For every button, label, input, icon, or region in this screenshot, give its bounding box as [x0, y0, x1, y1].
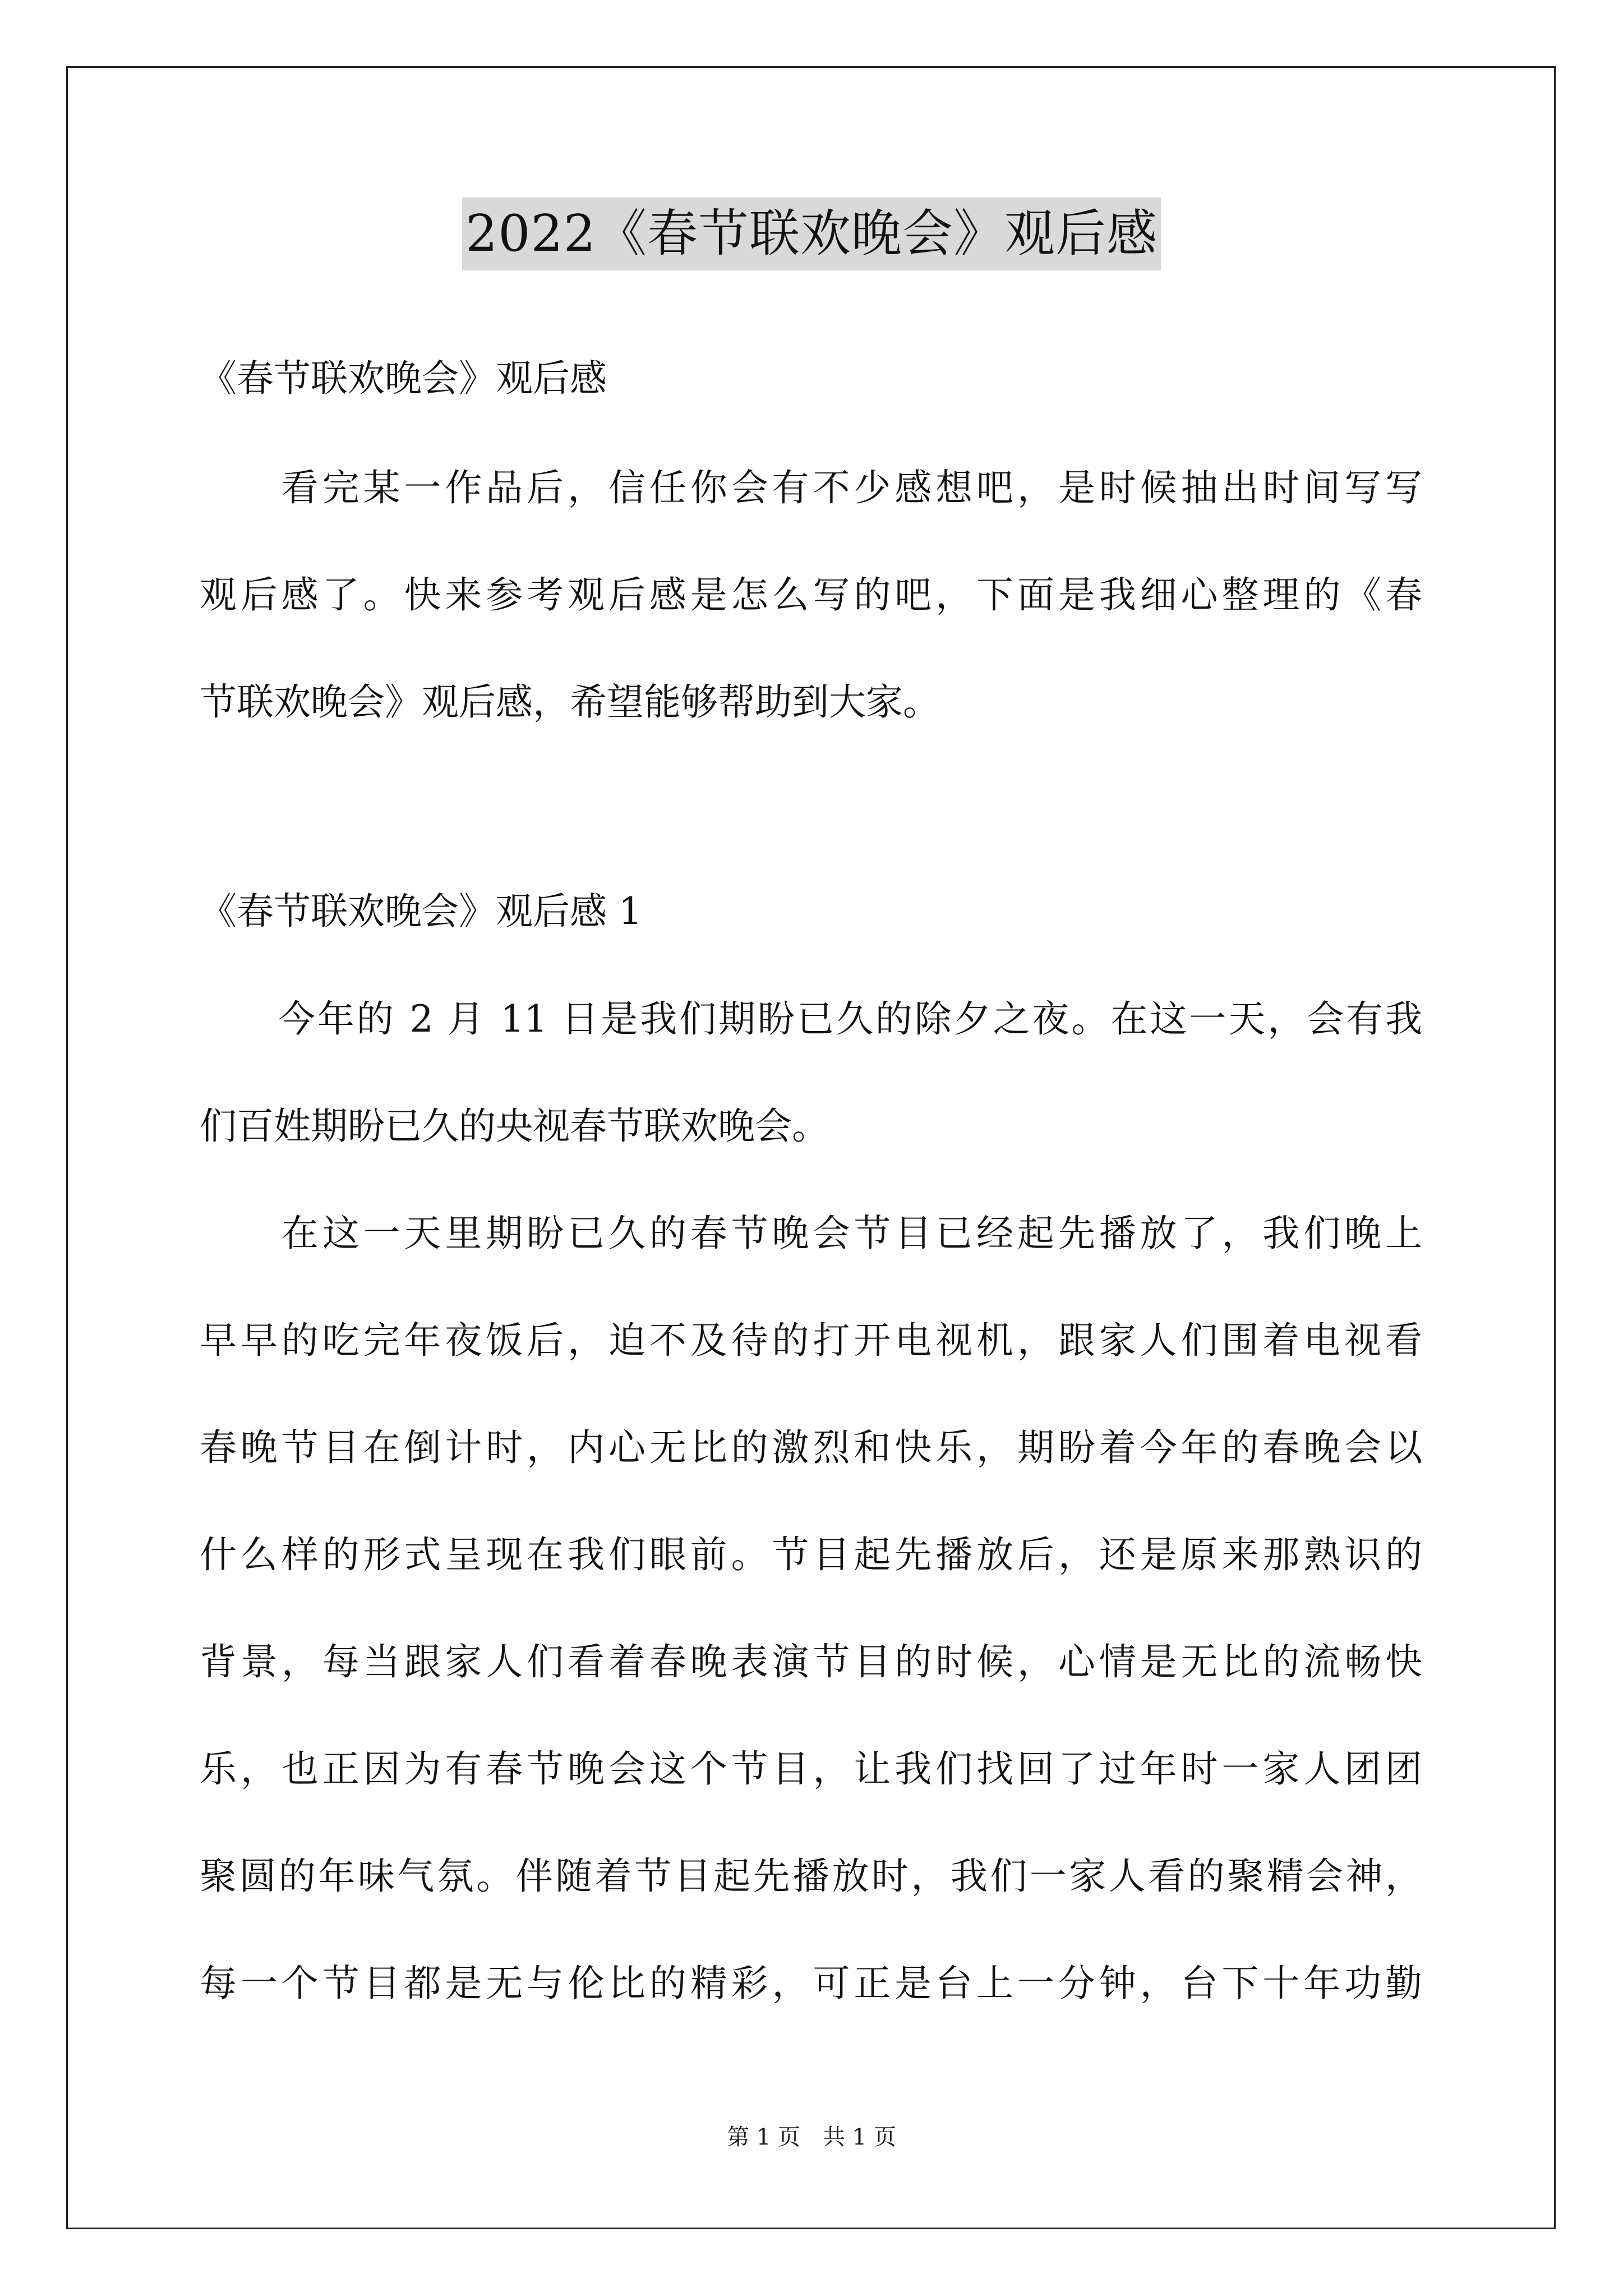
title-container [0, 197, 1623, 270]
paragraph-line: 们百姓期盼已久的央视春节联欢晚会。 [200, 1105, 829, 1148]
paragraph-line: 今年的 2 月 11 日是我们期盼已久的除夕之夜。在这一天，会有我 [200, 997, 1422, 1041]
page-footer: 第 1 页 共 1 页 [727, 2124, 896, 2150]
paragraph-line: 在这一天里期盼已久的春节晚会节目已经起先播放了，我们晚上 [200, 1212, 1422, 1255]
paragraph-line: 聚圆的年味气氛。伴随着节目起先播放时，我们一家人看的聚精会神， [200, 1855, 1422, 1898]
document-title: 2022《春节联欢晚会》观后感 [462, 197, 1161, 270]
paragraph-line: 节联欢晚会》观后感，希望能够帮助到大家。 [200, 680, 940, 724]
paragraph-line: 每一个节目都是无与伦比的精彩，可正是台上一分钟，台下十年功勤 [200, 1962, 1422, 2005]
section-heading: 《春节联欢晚会》观后感 [200, 357, 607, 400]
paragraph-line: 什么样的形式呈现在我们眼前。节目起先播放后，还是原来那熟识的 [200, 1533, 1422, 1576]
section-heading: 《春节联欢晚会》观后感 1 [200, 890, 642, 933]
paragraph-line: 背景，每当跟家人们看着春晚表演节目的时候，心情是无比的流畅快 [200, 1640, 1422, 1683]
paragraph-line: 早早的吃完年夜饭后，迫不及待的打开电视机，跟家人们围着电视看 [200, 1319, 1422, 1362]
paragraph-line: 观后感了。快来参考观后感是怎么写的吧，下面是我细心整理的《春 [200, 573, 1422, 616]
paragraph-line: 看完某一作品后，信任你会有不少感想吧，是时候抽出时间写写 [200, 466, 1422, 509]
paragraph-line: 乐，也正因为有春节晚会这个节目，让我们找回了过年时一家人团团 [200, 1747, 1422, 1791]
paragraph-line: 春晚节目在倒计时，内心无比的激烈和快乐，期盼着今年的春晚会以 [200, 1426, 1422, 1469]
